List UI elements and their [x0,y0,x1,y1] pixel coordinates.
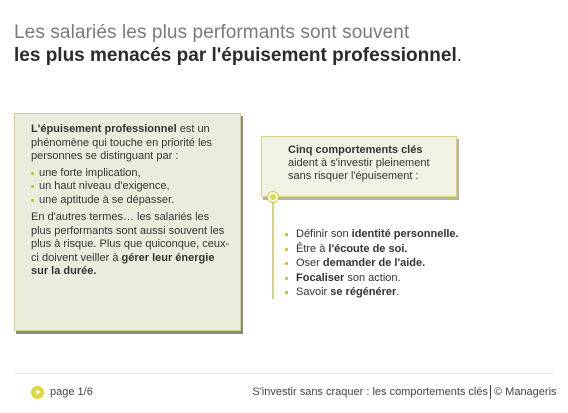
footer-separator [490,385,491,399]
behaviors-list [285,227,555,300]
burnout-definition-box [14,113,241,331]
behavior-emphasis: se régénérer [330,286,397,298]
conclusion-paragraph [31,211,230,279]
list-item [285,242,555,257]
behavior-text: Oser [296,257,323,269]
key-behaviors-text: aident à s'investir pleinement sans risquer l'épuisement : [288,157,430,182]
bullet-icon [285,291,288,294]
traits-list [31,167,230,208]
behavior-emphasis: identité personnelle. [351,228,459,240]
behavior-emphasis: Focaliser [296,271,345,284]
list-item [31,180,230,194]
page-indicator: page 1/6 [50,386,93,398]
key-behaviors-heading-text: Cinq comportements clés [288,144,423,156]
bullet-icon [31,199,34,202]
course-title: S'investir sans craquer : les comportements clés [252,386,488,398]
behavior-text-end: son action. [344,271,401,284]
title-line-1: Les salariés les plus performants sont souvent [14,22,410,43]
list-item [31,167,230,181]
title-line-2-text: les plus menacés par l'épuisement professionnel [14,45,457,66]
conclusion-text: En d'autres termes… les salariés les plus performants sont aussi souvent les plus à risque. Plus que quiconque, ceux-ci doivent veiller à [31,211,230,264]
connector-line [272,197,274,299]
trait-text: une aptitude à se dépasser. [39,193,175,206]
behavior-text: Savoir [296,286,331,298]
behavior-text: Définir son [296,228,352,240]
bullet-icon [285,248,288,251]
trait-text: une forte implication, [39,166,141,179]
trait-text: un haut niveau d'exigence, [39,180,170,192]
slide-title [14,22,554,68]
bullet-icon [31,185,34,188]
behavior-emphasis: demander de l'aide. [322,257,426,269]
list-item [285,271,555,286]
definition-intro [31,123,230,164]
list-item [285,227,555,242]
conclusion-emphasis: gérer leur énergie sur la durée. [31,251,215,277]
bullet-icon [31,172,34,175]
list-item [285,285,555,300]
definition-text: est un phénomène qui touche en priorité les personnes se distinguant par : [31,123,213,162]
connector-dot-icon [268,192,278,202]
bullet-icon [285,262,288,265]
bullet-icon [285,277,288,280]
behavior-text-end: . [396,286,400,298]
title-line-2-end: . [456,45,463,66]
title-line-2 [14,44,554,68]
list-item [285,256,555,271]
list-item [31,194,230,208]
play-icon[interactable] [31,386,44,399]
definition-term: L'épuisement professionnel [31,123,177,135]
behavior-text: Être à [296,242,329,255]
footer-divider [14,373,554,374]
key-behaviors-box [261,136,457,197]
bullet-icon [285,233,288,236]
key-behaviors-heading [288,144,448,157]
behavior-emphasis: l'écoute de soi. [328,242,408,255]
brand-copyright: © Manageris [494,386,557,398]
